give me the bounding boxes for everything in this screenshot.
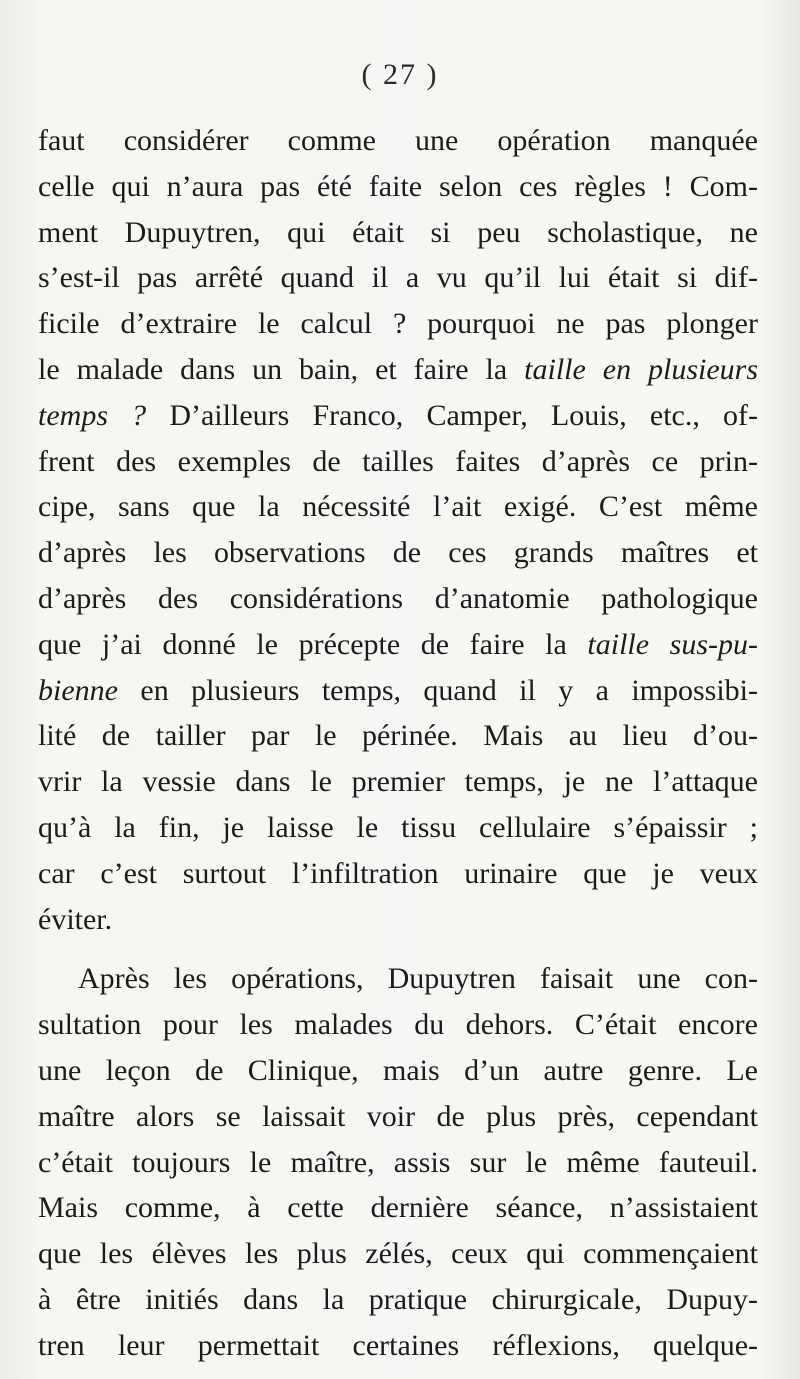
- text-run: ment Dupuytren, qui était si peu scholastique, ne: [38, 215, 758, 249]
- text-run: en plusieurs temps, quand il y a impossibi-: [117, 673, 758, 707]
- text-run: s’est-il pas arrêté quand il a vu qu’il lui était si dif-: [38, 261, 758, 295]
- text-run: une leçon de Clinique, mais d’un autre genre. Le: [38, 1053, 758, 1087]
- text-run: faut considérer comme une opération manquée: [38, 124, 758, 157]
- text-line: [38, 759, 758, 805]
- text-run: éviter.: [38, 902, 113, 936]
- text-line: [38, 1094, 758, 1140]
- text-run: que j’ai donné le précepte de faire la: [38, 627, 588, 661]
- text-run: d’après les observations de ces grands maîtres et: [38, 536, 758, 570]
- text-run: ficile d’extraire le calcul ? pourquoi ne pas plonger: [38, 307, 758, 341]
- text-line: [38, 530, 758, 576]
- text-line: [38, 484, 758, 530]
- text-run: maître alors se laissait voir de plus près, cependant: [38, 1099, 758, 1133]
- text-run: cipe, sans que la nécessité l’ait exigé. C’est même: [38, 490, 758, 524]
- text-run: D’ailleurs Franco, Camper, Louis, etc., of-: [146, 398, 758, 432]
- text-line: [38, 805, 758, 851]
- text-line: [38, 1231, 758, 1277]
- text-line: [38, 164, 758, 210]
- page-number: ( 27 ): [361, 58, 439, 91]
- text-run: Après les opérations, Dupuytren faisait une con-: [78, 962, 758, 996]
- text-line: [38, 439, 758, 485]
- text-run: sultation pour les malades du dehors. C’était encore: [38, 1008, 758, 1042]
- text-run: c’était toujours le maître, assis sur le même fauteuil.: [38, 1145, 758, 1179]
- text-line: [38, 393, 758, 439]
- text-run: frent des exemples de tailles faites d’après ce prin-: [38, 444, 758, 478]
- text-run: lité de tailler par le périnée. Mais au lieu d’ou-: [38, 719, 758, 753]
- text-line: [38, 668, 758, 714]
- text-line: [38, 1185, 758, 1231]
- text-line: [38, 576, 758, 622]
- paragraph-2: [38, 956, 758, 1368]
- italic-text: temps ?: [38, 398, 147, 432]
- text-line: [38, 897, 758, 943]
- text-line: [38, 622, 758, 668]
- body-text: [38, 118, 758, 1369]
- text-run: celle qui n’aura pas été faite selon ces règles ! Com-: [38, 169, 758, 203]
- text-run: car c’est surtout l’infiltration urinaire que je veux: [38, 856, 758, 890]
- text-line: [38, 255, 758, 301]
- text-line: [38, 1140, 758, 1186]
- text-run: Mais comme, à cette dernière séance, n’assistaient: [38, 1191, 758, 1225]
- text-line: [38, 118, 758, 164]
- italic-text: taille en plusieurs: [524, 352, 758, 386]
- text-line: [38, 1048, 758, 1094]
- text-line: [38, 956, 758, 1002]
- paragraph-1: [38, 118, 758, 942]
- text-line: [38, 210, 758, 256]
- text-run: qu’à la fin, je laisse le tissu cellulaire s’épaissir ;: [38, 810, 758, 844]
- text-line: [38, 301, 758, 347]
- text-line: [38, 713, 758, 759]
- text-line: [38, 1002, 758, 1048]
- text-line: [38, 851, 758, 897]
- text-run: le malade dans un bain, et faire la: [38, 352, 525, 386]
- text-run: que les élèves les plus zélés, ceux qui commençaient: [38, 1237, 758, 1271]
- paragraph-gap: [38, 942, 758, 956]
- text-line: [38, 1323, 758, 1369]
- text-run: d’après des considérations d’anatomie pathologique: [38, 581, 758, 615]
- italic-text: bienne: [38, 673, 118, 707]
- text-run: à être initiés dans la pratique chirurgicale, Dupuy-: [38, 1282, 758, 1316]
- text-run: tren leur permettait certaines réflexions, quelque-: [38, 1328, 758, 1362]
- text-run: vrir la vessie dans le premier temps, je ne l’attaque: [38, 765, 758, 799]
- text-line: [38, 1277, 758, 1323]
- text-line: [38, 347, 758, 393]
- italic-text: taille sus-pu-: [587, 627, 758, 661]
